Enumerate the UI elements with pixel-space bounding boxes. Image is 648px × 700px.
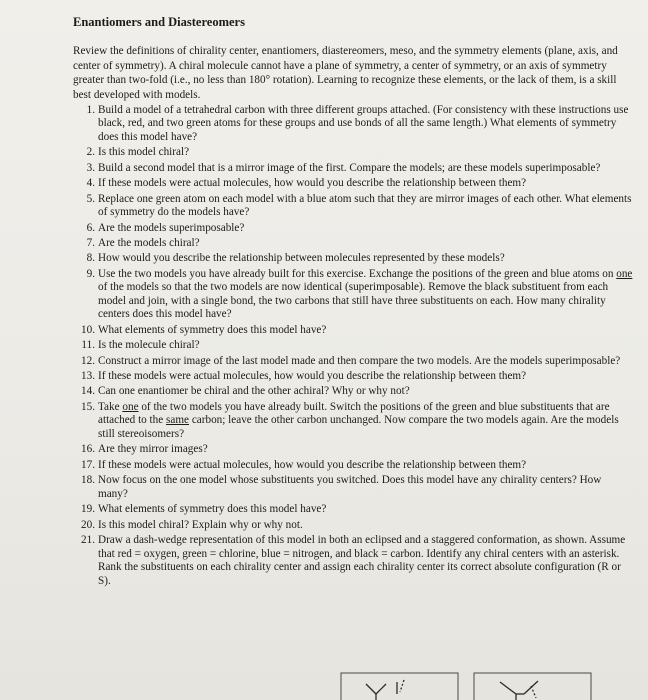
- question-number: 2.: [86, 146, 95, 159]
- question-text: If these models were actual molecules, how would you describe the relationship between them?: [98, 458, 527, 471]
- question-number: 5.: [86, 192, 95, 205]
- question-text: [98, 268, 632, 321]
- question-text: Build a model of a tetrahedral carbon with three different groups attached. (For consistency with these instructions use black, red, and two green atoms for these groups and use bonds of all the same length.) What elements of symmetry does this model have?: [98, 103, 629, 143]
- page-title: Enantiomers and Diastereomers: [73, 15, 245, 29]
- question-item: [73, 443, 633, 457]
- question-item: [73, 401, 633, 442]
- question-text-part: Take: [98, 400, 123, 413]
- question-item: [73, 385, 633, 399]
- question-text: Are the models chiral?: [98, 236, 200, 249]
- worksheet-content: [73, 10, 633, 588]
- question-item: [73, 370, 633, 384]
- question-item: [73, 252, 633, 266]
- question-text: Can one enantiomer be chiral and the other achiral? Why or why not?: [98, 385, 410, 398]
- eclipsed-diagram-frame: [341, 673, 458, 700]
- question-item: [73, 237, 633, 251]
- dash-wedge-diagrams: [340, 672, 640, 700]
- question-item: [73, 474, 633, 501]
- question-list: [73, 104, 633, 589]
- underlined-word: one: [616, 267, 633, 280]
- question-number: 13.: [81, 370, 95, 383]
- question-number: 17.: [81, 458, 95, 471]
- question-number: 14.: [81, 385, 95, 398]
- staggered-structure: [500, 681, 538, 700]
- question-number: 21.: [81, 533, 95, 546]
- question-number: 19.: [81, 503, 95, 516]
- question-text: If these models were actual molecules, how would you describe the relationship between them?: [98, 370, 527, 383]
- question-text: What elements of symmetry does this model have?: [98, 323, 327, 336]
- question-item: [73, 193, 633, 220]
- intro-paragraph: Review the definitions of chirality center, enantiomers, diastereomers, meso, and the symmetry elements (plane, axis, and center of symmetry). A chiral molecule cannot have a plane of symmetry, a center of symmetry, or an axis of symmetry greater than two-fold (i.e., no less than 180° rotation). Learning to recognize these elements, or the lack of them, is a skill best developed with models.: [73, 45, 618, 101]
- question-number: 16.: [81, 443, 95, 456]
- question-number: 10.: [81, 323, 95, 336]
- question-number: 7.: [86, 236, 95, 249]
- question-item: [73, 162, 633, 176]
- question-number: 20.: [81, 518, 95, 531]
- question-text: Is this model chiral? Explain why or why not.: [98, 518, 303, 531]
- question-item: [73, 146, 633, 160]
- question-item: [73, 503, 633, 517]
- question-item: [73, 324, 633, 338]
- question-text: [98, 401, 619, 440]
- question-text: Are the models superimposable?: [98, 221, 245, 234]
- question-item: [73, 104, 633, 145]
- question-number: 6.: [86, 221, 95, 234]
- eclipsed-structure: [366, 680, 404, 700]
- question-text: What elements of symmetry does this model have?: [98, 503, 327, 516]
- question-text-part: of the two models you have already built. Switch the positions of the green and blue substituents that are attached to the: [98, 400, 610, 427]
- question-item: [73, 459, 633, 473]
- question-item: [73, 519, 633, 533]
- question-text: Are they mirror images?: [98, 443, 208, 456]
- underlined-word: one: [122, 400, 139, 413]
- question-number: 1.: [86, 103, 95, 116]
- question-number: 9.: [86, 267, 95, 280]
- question-text: Now focus on the one model whose substituents you switched. Does this model have any chirality centers? How many?: [98, 474, 602, 500]
- question-text-part: Use the two models you have already built for this exercise. Exchange the positions of the green and blue atoms on: [98, 267, 617, 280]
- question-item: [73, 222, 633, 236]
- question-number: 4.: [86, 177, 95, 190]
- question-text: If these models were actual molecules, how would you describe the relationship between them?: [98, 177, 527, 190]
- question-text: Draw a dash-wedge representation of this model in both an eclipsed and a staggered conformation, as shown. Assume that red = oxygen, green = chlorine, blue = nitrogen, and black = carbon. Identify any chiral centers with an asterisk. Rank the substituents on each chirality center and assign each chirality center its correct absolute configuration (R or S).: [98, 533, 626, 587]
- question-item: [73, 177, 633, 191]
- underlined-word: same: [166, 414, 190, 427]
- question-item: [73, 339, 633, 353]
- question-number: 18.: [81, 474, 95, 487]
- question-item: [73, 355, 633, 369]
- question-text: Is the molecule chiral?: [98, 339, 200, 352]
- question-number: 12.: [81, 354, 95, 367]
- question-number: 8.: [86, 252, 95, 265]
- question-number: 15.: [81, 400, 95, 413]
- question-text: Construct a mirror image of the last model made and then compare the two models. Are the models superimposable?: [98, 354, 621, 367]
- question-text-part: of the models so that the two models are now identical (superimposable). Remove the black substituent from each model and join, with a single bond, the two carbons that still have three substituents on each. How many chirality centers does this model have?: [98, 281, 609, 321]
- question-item: [73, 534, 633, 588]
- question-text: Is this model chiral?: [98, 146, 190, 159]
- question-text: How would you describe the relationship between molecules represented by these models?: [98, 252, 505, 265]
- question-text-part: carbon; leave the other carbon unchanged. Now compare the two models again. Are the models still stereoisomers?: [98, 414, 619, 441]
- question-item: [73, 268, 633, 322]
- question-number: 3.: [86, 161, 95, 174]
- question-text: Build a second model that is a mirror image of the first. Compare the models; are these models superimposable?: [98, 161, 601, 174]
- question-text: Replace one green atom on each model with a blue atom such that they are mirror images of each other. What elements of symmetry do the models have?: [98, 192, 632, 219]
- question-number: 11.: [81, 339, 95, 352]
